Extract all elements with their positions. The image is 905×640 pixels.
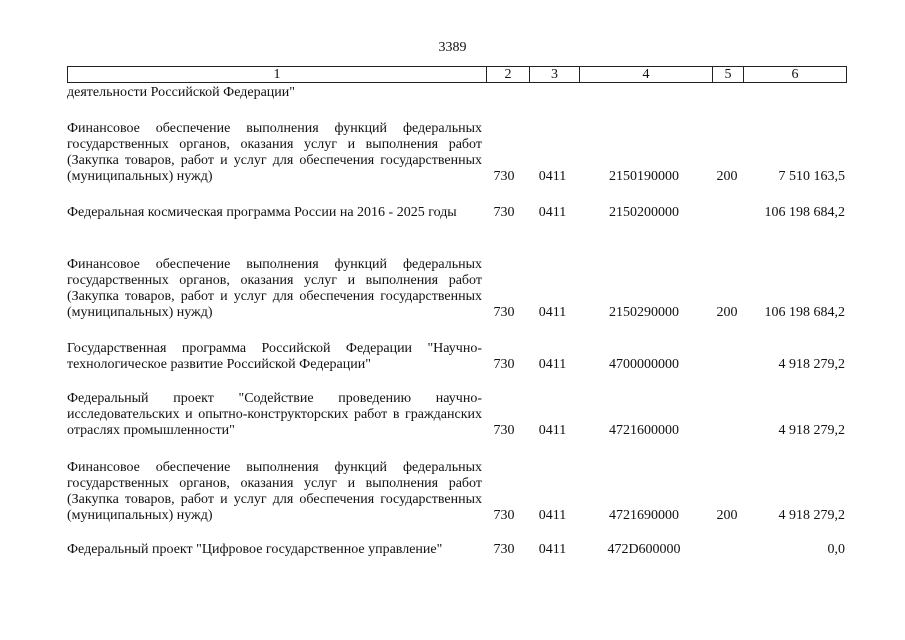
expense-type-code: 200	[716, 508, 738, 523]
row-description: Федеральная космическая программа России на 2016 - 2025 годы	[67, 205, 457, 220]
column-header-4: 4	[579, 67, 712, 82]
expense-type-code: 200	[716, 169, 738, 184]
section-code: 0411	[538, 205, 567, 220]
column-header-3: 3	[529, 67, 579, 82]
table-row	[67, 341, 845, 373]
row-description: Финансовое обеспечение выполнения функций федеральных государственных органов, оказания услуг и выполнения работ (Закупка товаров, работ и услуг для обеспечения государственных (муниципальных) нужд)	[67, 257, 482, 320]
amount: 106 198 684,2	[764, 305, 845, 320]
target-code: 2150200000	[609, 205, 679, 220]
row-description: Финансовое обеспечение выполнения функций федеральных государственных органов, оказания услуг и выполнения работ (Закупка товаров, работ и услуг для обеспечения государственных (муниципальных) нужд)	[67, 460, 482, 523]
amount: 4 918 279,2	[778, 508, 845, 523]
amount: 106 198 684,2	[764, 205, 845, 220]
row-description: Финансовое обеспечение выполнения функций федеральных государственных органов, оказания услуг и выполнения работ (Закупка товаров, работ и услуг для обеспечения государственных (муниципальных) нужд)	[67, 121, 482, 184]
table-row	[67, 542, 845, 558]
column-header-1: 1	[273, 67, 281, 82]
column-header-2: 2	[486, 67, 529, 82]
section-code: 0411	[538, 423, 567, 438]
table-row	[67, 121, 845, 185]
page-number: 3389	[438, 40, 467, 55]
target-code: 472D600000	[607, 542, 681, 557]
ministry-code: 730	[493, 305, 515, 320]
table-row	[67, 257, 845, 321]
ministry-code: 730	[493, 423, 515, 438]
column-header-5: 5	[712, 67, 743, 82]
ministry-code: 730	[493, 169, 515, 184]
section-code: 0411	[538, 305, 567, 320]
section-code: 0411	[538, 169, 567, 184]
target-code: 4700000000	[609, 357, 679, 372]
section-code: 0411	[538, 508, 567, 523]
section-code: 0411	[538, 357, 567, 372]
column-header-row	[67, 66, 847, 83]
table-row	[67, 205, 845, 221]
target-code: 2150290000	[609, 305, 679, 320]
column-header-6: 6	[743, 67, 846, 82]
continuation-text: деятельности Российской Федерации"	[67, 85, 295, 100]
amount: 0,0	[827, 542, 845, 557]
section-code: 0411	[538, 542, 567, 557]
expense-type-code: 200	[716, 305, 738, 320]
table-row	[67, 391, 845, 439]
continuation-row	[67, 85, 845, 101]
ministry-code: 730	[493, 508, 515, 523]
ministry-code: 730	[493, 357, 515, 372]
table-row	[67, 460, 845, 524]
target-code: 4721690000	[609, 508, 679, 523]
row-description: Государственная программа Российской Федерации "Научно-технологическое развитие Российской Федерации"	[67, 341, 482, 372]
ministry-code: 730	[493, 542, 515, 557]
target-code: 2150190000	[609, 169, 679, 184]
ministry-code: 730	[493, 205, 515, 220]
amount: 7 510 163,5	[778, 169, 845, 184]
row-description: Федеральный проект "Содействие проведению научно-исследовательских и опытно-конструкторских работ в гражданских отраслях промышленности"	[67, 391, 482, 438]
amount: 4 918 279,2	[778, 423, 845, 438]
amount: 4 918 279,2	[778, 357, 845, 372]
row-description: Федеральный проект "Цифровое государственное управление"	[67, 542, 443, 557]
target-code: 4721600000	[609, 423, 679, 438]
